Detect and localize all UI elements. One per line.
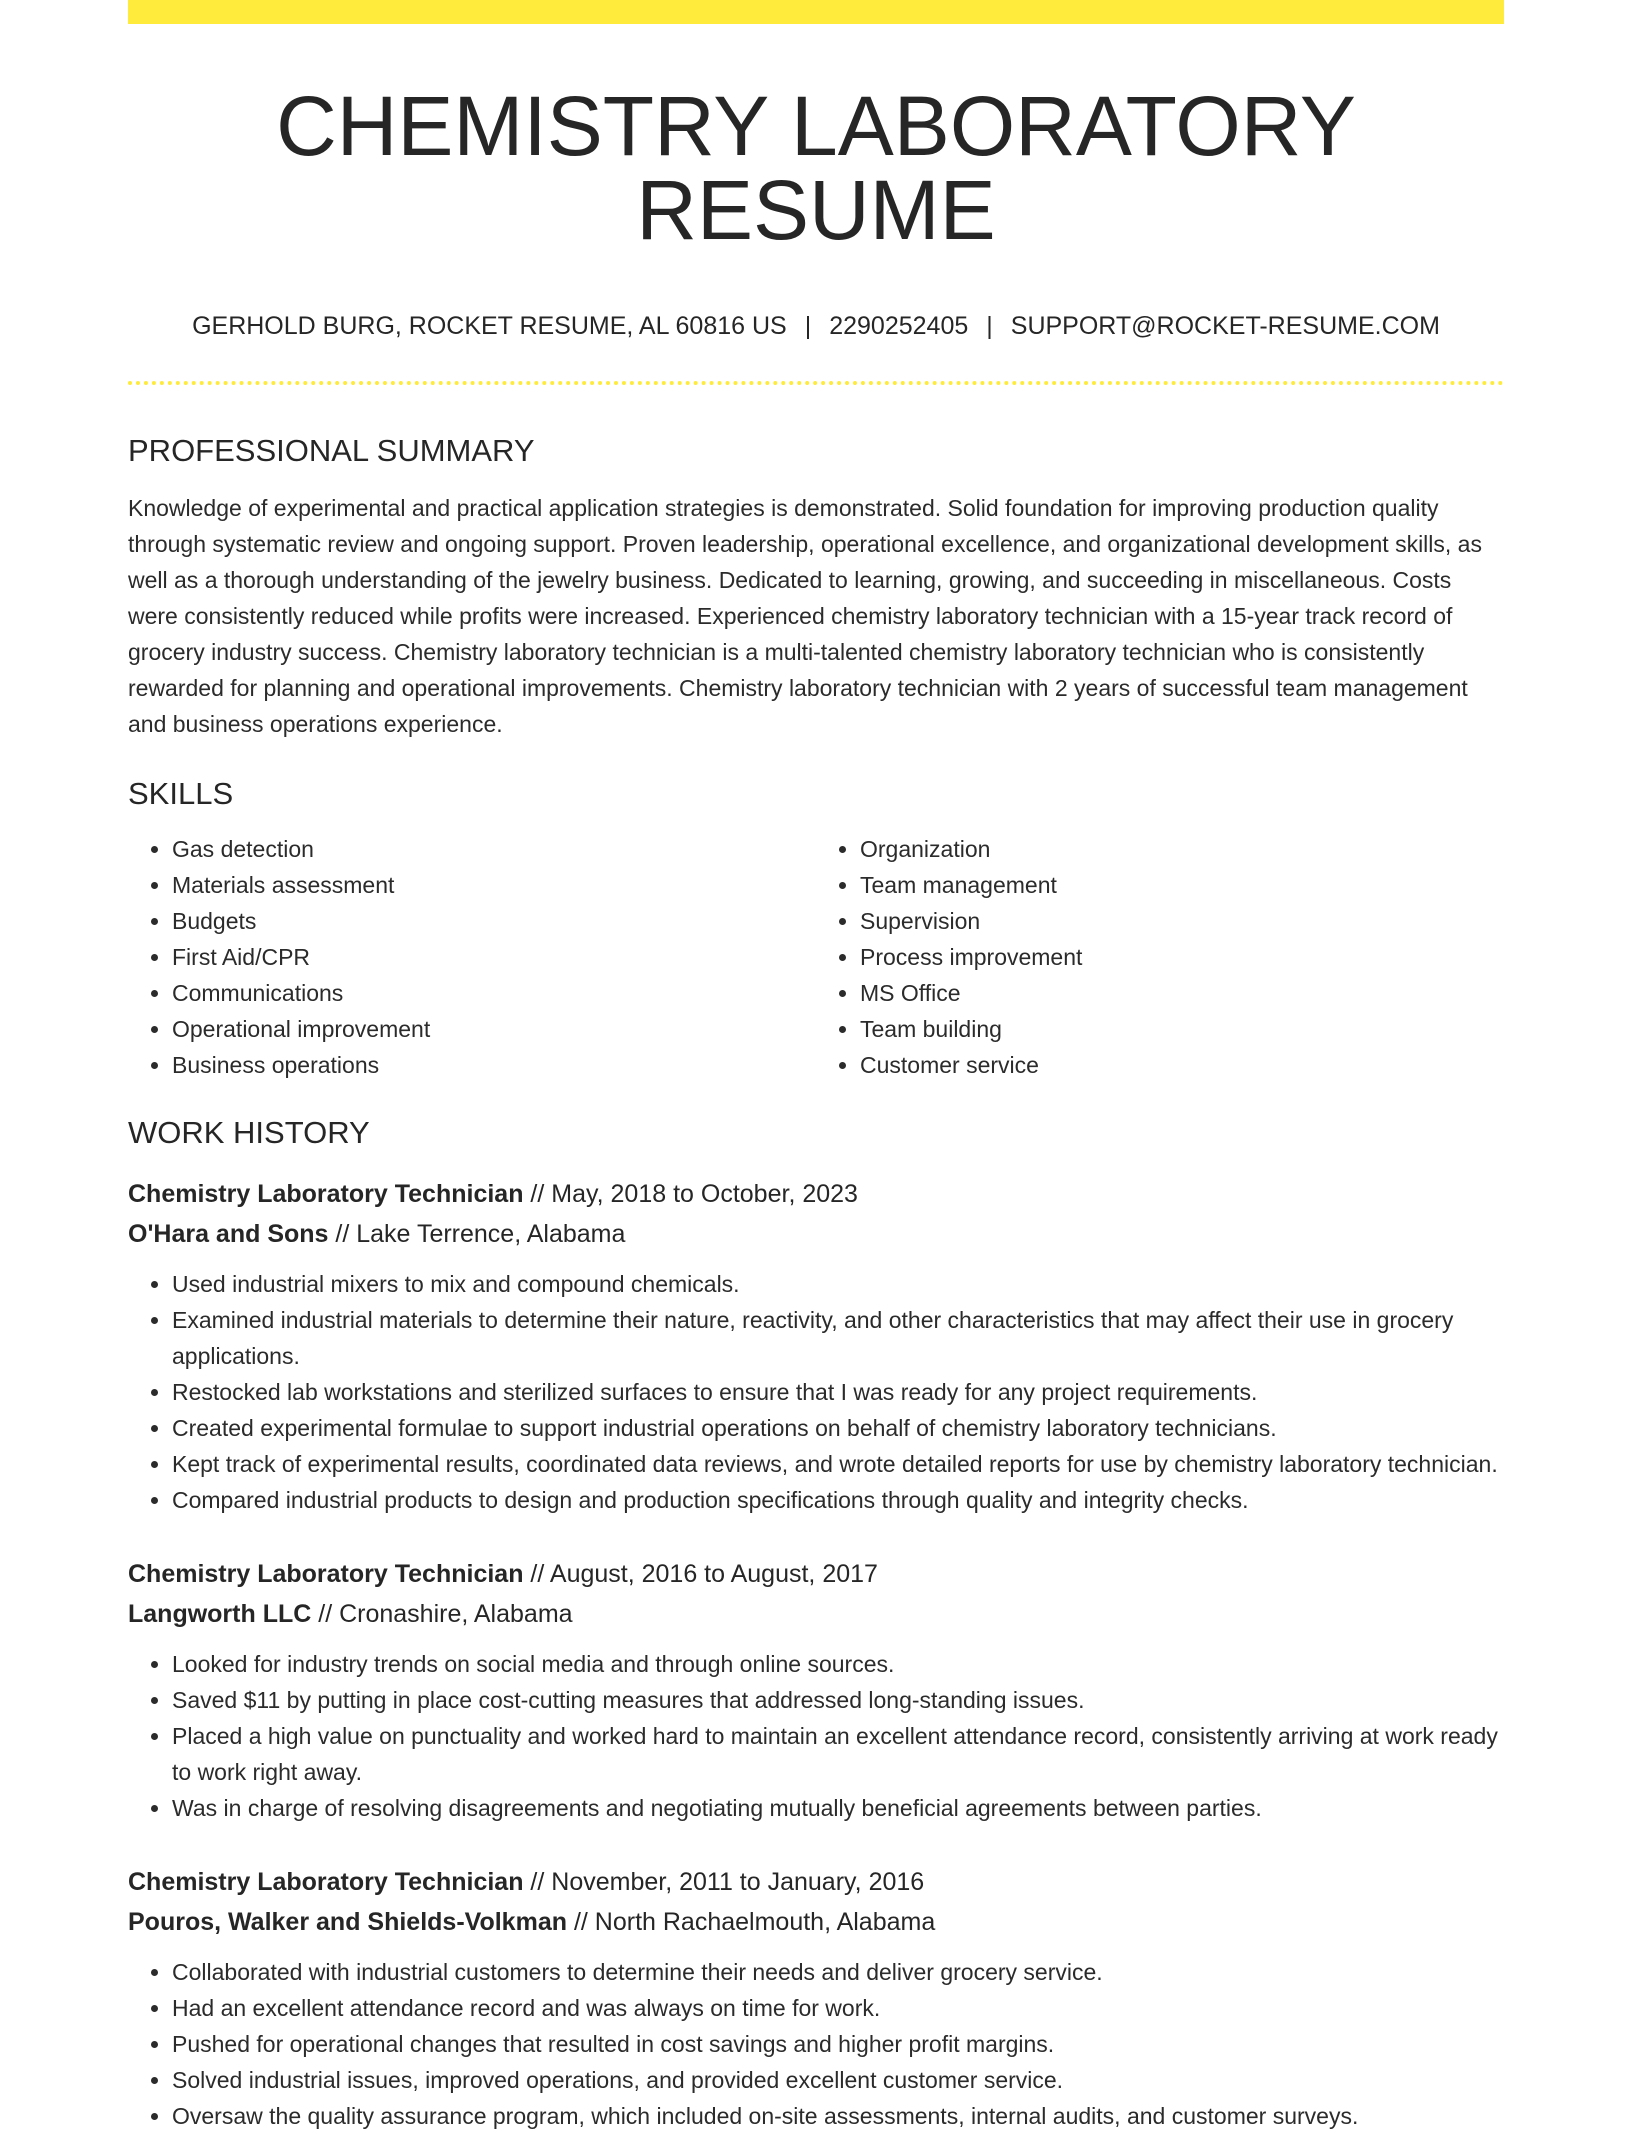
job-entry xyxy=(128,1554,1504,1826)
job-bullet-list xyxy=(128,1266,1504,1518)
job-bullet: • Saved $11 by putting in place cost-cutting measures that addressed long-standing issues. xyxy=(172,1682,1504,1718)
contact-separator: | xyxy=(804,312,812,340)
job-title: Chemistry Laboratory Technician xyxy=(128,1180,524,1208)
contact-separator: | xyxy=(986,312,993,340)
job-title: Chemistry Laboratory Technician xyxy=(128,1868,524,1896)
job-location: // North Rachaelmouth, Alabama xyxy=(567,1908,936,1936)
header-divider xyxy=(128,381,1504,385)
job-title-line xyxy=(128,1862,1504,1902)
job-entry xyxy=(128,1174,1504,1518)
job-company-line xyxy=(128,1594,1504,1634)
skill-item: • Team management xyxy=(860,867,1504,903)
resume-title: CHEMISTRY LABORATORY RESUME xyxy=(276,79,1356,257)
skill-item: • Budgets xyxy=(172,903,816,939)
job-bullet: • Kept track of experimental results, coordinated data reviews, and wrote detailed reports for use by chemistry laboratory technician. xyxy=(172,1446,1504,1482)
job-company: O'Hara and Sons xyxy=(128,1220,329,1248)
contact-line xyxy=(128,314,1504,339)
job-bullet: • Pushed for operational changes that resulted in cost savings and higher profit margins. xyxy=(172,2026,1504,2062)
job-bullet: • Looked for industry trends on social media and through online sources. xyxy=(172,1646,1504,1682)
job-bullet-list xyxy=(128,1646,1504,1826)
skill-item: • Business operations xyxy=(172,1047,816,1083)
job-title-line xyxy=(128,1174,1504,1214)
contact-email[interactable]: SUPPORT@ROCKET-RESUME.COM xyxy=(1010,312,1440,340)
job-dates: // May, 2018 to October, 2023 xyxy=(523,1180,858,1208)
skills-heading: SKILLS xyxy=(128,776,234,811)
job-bullet: • Had an excellent attendance record and was always on time for work. xyxy=(172,1990,1504,2026)
skill-item: • Communications xyxy=(172,975,816,1011)
skill-item: • Operational improvement xyxy=(172,1011,816,1047)
job-bullet: • Used industrial mixers to mix and compound chemicals. xyxy=(172,1266,1504,1302)
resume-page xyxy=(128,0,1504,2134)
job-bullet: • Was in charge of resolving disagreements and negotiating mutually beneficial agreements between parties. xyxy=(172,1790,1504,1826)
contact-address: GERHOLD BURG, ROCKET RESUME, AL 60816 US xyxy=(192,312,787,340)
top-accent-bar xyxy=(128,0,1504,24)
skill-item: • Customer service xyxy=(860,1047,1504,1083)
job-bullet: • Collaborated with industrial customers to determine their needs and deliver grocery service. xyxy=(172,1954,1504,1990)
skill-item: • MS Office xyxy=(860,975,1504,1011)
job-location: // Lake Terrence, Alabama xyxy=(328,1220,626,1248)
job-company-line xyxy=(128,1902,1504,1942)
skill-item: • Gas detection xyxy=(172,831,816,867)
job-company-line xyxy=(128,1214,1504,1254)
job-dates: // November, 2011 to January, 2016 xyxy=(523,1868,925,1896)
skill-item: • First Aid/CPR xyxy=(172,939,816,975)
job-company: Pouros, Walker and Shields-Volkman xyxy=(128,1908,567,1936)
job-bullet: • Solved industrial issues, improved operations, and provided excellent customer service. xyxy=(172,2062,1504,2098)
summary-heading: PROFESSIONAL SUMMARY xyxy=(128,433,535,468)
skill-item: • Organization xyxy=(860,831,1504,867)
work-history-heading: WORK HISTORY xyxy=(128,1115,370,1150)
job-bullet: • Examined industrial materials to determine their nature, reactivity, and other characteristics that may affect their use in grocery applications. xyxy=(172,1302,1504,1374)
job-dates: // August, 2016 to August, 2017 xyxy=(523,1560,878,1588)
skill-item: • Team building xyxy=(860,1011,1504,1047)
skills-list-right xyxy=(816,831,1504,1083)
job-entry xyxy=(128,1862,1504,2134)
job-bullet-list xyxy=(128,1954,1504,2134)
contact-phone: 2290252405 xyxy=(829,312,969,340)
skill-item: • Materials assessment xyxy=(172,867,816,903)
job-title-line xyxy=(128,1554,1504,1594)
job-bullet: • Oversaw the quality assurance program, which included on-site assessments, internal audits, and customer surveys. xyxy=(172,2098,1504,2134)
skills-list-left xyxy=(128,831,816,1083)
skill-item: • Supervision xyxy=(860,903,1504,939)
summary-text: Knowledge of experimental and practical application strategies is demonstrated. Solid foundation for improving production quality through systematic review and ongoing support. Proven leadership, operational excellence, and organizational development skills, as well as a thorough understanding of the jewelry business. Dedicated to learning, growing, and succeeding in miscellaneous. Costs were consistently reduced while profits were increased. Experienced chemistry laboratory technician with a 15-year track record of grocery industry success. Chemistry laboratory technician is a multi-talented chemistry laboratory technician who is consistently rewarded for planning and operational improvements. Chemistry laboratory technician with 2 years of successful team management and business operations experience. xyxy=(128,495,1482,737)
job-bullet: • Created experimental formulae to support industrial operations on behalf of chemistry laboratory technicians. xyxy=(172,1410,1504,1446)
skill-item: • Process improvement xyxy=(860,939,1504,975)
job-bullet: • Compared industrial products to design and production specifications through quality and integrity checks. xyxy=(172,1482,1504,1518)
job-bullet: • Restocked lab workstations and sterilized surfaces to ensure that I was ready for any project requirements. xyxy=(172,1374,1504,1410)
job-title: Chemistry Laboratory Technician xyxy=(128,1560,524,1588)
skills-columns xyxy=(128,831,1504,1083)
job-company: Langworth LLC xyxy=(128,1600,312,1628)
job-bullet: • Placed a high value on punctuality and worked hard to maintain an excellent attendance record, consistently arriving at work ready to work right away. xyxy=(172,1718,1504,1790)
job-location: // Cronashire, Alabama xyxy=(311,1600,573,1628)
